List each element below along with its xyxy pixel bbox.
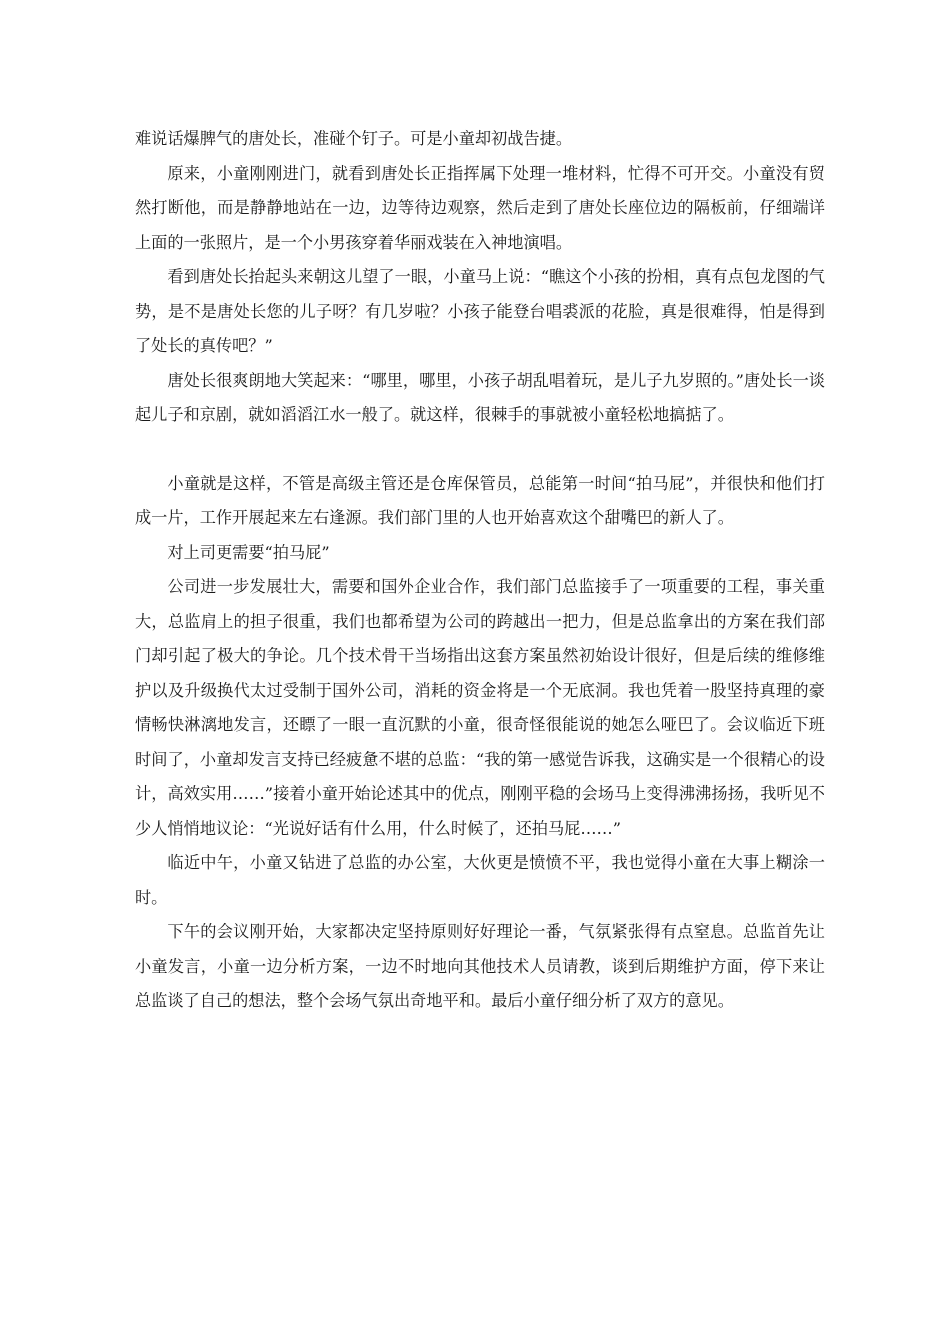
- section-heading: 对上司更需要“拍马屁”: [167, 542, 330, 562]
- paragraph-gap: [135, 433, 825, 467]
- paragraph-3: 看到唐处长抬起头来朝这儿望了一眼，小童马上说：“瞧这个小孩的扮相，真有点包龙图的气势，是不是唐处长您的儿子呀？有几岁啦？小孩子能登台唱裘派的花脸，真是很难得，怕是得到了处长的真传吧？”: [135, 267, 825, 355]
- paragraph-5: 小童就是这样，不管是高级主管还是仓库保管员，总能第一时间“拍马屁”，并很快和他们打成一片，工作开展起来左右逢源。我们部门里的人也开始喜欢这个甜嘴巴的新人了。: [135, 473, 825, 527]
- paragraph-8: 下午的会议刚开始，大家都决定坚持原则好好理论一番，气氛紧张得有点窒息。总监首先让小童发言，小童一边分析方案，一边不时地向其他技术人员请教，谈到后期维护方面，停下来让总监谈了自己的想法，整个会场气氛出奇地平和。最后小童仔细分析了双方的意见。: [135, 922, 825, 1010]
- paragraph-1: 难说话爆脾气的唐处长，准碰个钉子。可是小童却初战告捷。: [135, 129, 573, 148]
- paragraph-2: 原来，小童刚刚进门，就看到唐处长正指挥属下处理一堆材料，忙得不可开交。小童没有贸然打断他，而是静静地站在一边，边等待边观察，然后走到了唐处长座位边的隔板前，仔细端详上面的一张照片，是一个小男孩穿着华丽戏装在入神地演唱。: [135, 163, 825, 252]
- document-page: [135, 122, 825, 1019]
- paragraph-6: 公司进一步发展壮大，需要和国外企业合作，我们部门总监接手了一项重要的工程，事关重大，总监肩上的担子很重，我们也都希望为公司的跨越出一把力，但是总监拿出的方案在我们部门却引起了极大的争论。几个技术骨干当场指出这套方案虽然初始设计很好，但是后续的维修维护以及升级换代太过受制于国外公司，消耗的资金将是一个无底洞。我也凭着一股坚持真理的豪情畅快淋漓地发言，还瞟了一眼一直沉默的小童，很奇怪很能说的她怎么哑巴了。会议临近下班时间了，小童却发言支持已经疲惫不堪的总监：“我的第一感觉告诉我，这确实是一个很精心的设计，高效实用……”接着小童开始论述其中的优点，刚刚平稳的会场马上变得沸沸扬扬，我听见不少人悄悄地议论：“光说好话有什么用，什么时候了，还拍马屁……”: [135, 577, 825, 838]
- paragraph-4: 唐处长很爽朗地大笑起来：“哪里，哪里，小孩子胡乱唱着玩，是儿子九岁照的。”唐处长一谈起儿子和京剧，就如滔滔江水一般了。就这样，很棘手的事就被小童轻松地搞掂了。: [135, 370, 825, 424]
- paragraph-7: 临近中午，小童又钻进了总监的办公室，大伙更是愤愤不平，我也觉得小童在大事上糊涂一时。: [135, 853, 825, 907]
